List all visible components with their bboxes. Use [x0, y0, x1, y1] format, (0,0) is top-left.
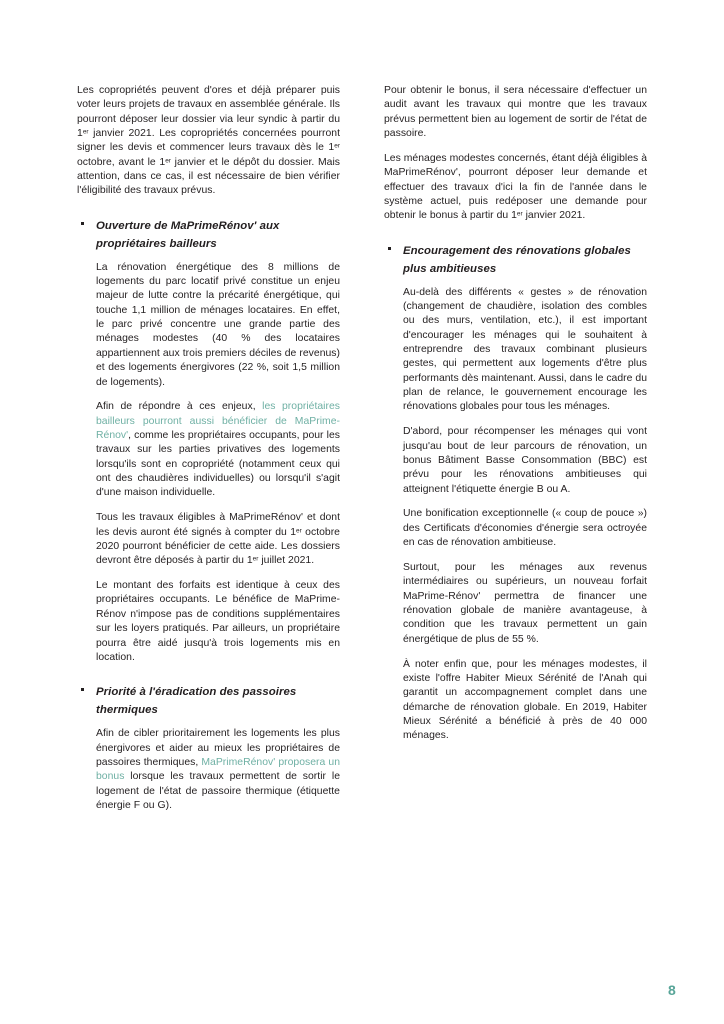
paragraph-habiter-mieux-serenite: À noter enfin que, pour les ménages modestes, il existe l'offre Habiter Mieux Sérénité de l'Anah qui garantit un accompagnement complet dans une démarche de rénovation globale. En 2019, Habiter Mieux Sérénité a bénéficié à près de 40 000 ménages. [403, 658, 647, 742]
section-body-priorite [77, 727, 340, 813]
paragraph-gestes-renovation: Au-delà des différents « gestes » de rénovation (changement de chaudière, isolation des combles ou des murs, ventilation, etc.), il est important d'encourager les ménages qui le souhaitent à entreprendre des travaux combinant plusieurs gestes, qui permettent aux logements d'être plus performants dès maintenant. Aussi, dans le cadre du plan de relance, le gouvernement encourage les rénovations globales pour tous les ménages. [403, 286, 647, 413]
section-body-ouverture [77, 261, 340, 665]
paragraph-bonus-bbc: D'abord, pour récompenser les ménages qui vont jusqu'au bout de leur parcours de rénovation, un bonus Bâtiment Basse Consommation (BBC) est prévu pour les rénovations ambitieuses qui atteignent l'étiquette énergie B ou A. [403, 426, 647, 495]
paragraph-montant-forfaits: Le montant des forfaits est identique à ceux des propriétaires occupants. Le bénéfice de MaPrime-Rénov n'impose pas de conditions supplémentaires sur les loyers pratiqués. Par ailleurs, un propriétaire pourra être aidé jusqu'à trois logements mis en location. [96, 580, 340, 663]
section-heading-encouragement [384, 241, 647, 277]
section-heading-priorite [77, 682, 340, 718]
paragraph-forfait-renovation-globale: Surtout, pour les ménages aux revenus intermédiaires ou supérieurs, un nouveau forfait MaPrime-Rénov' permettra de financer une rénovation globale de manière avantageuse, à condition que les travaux permettent un gain énergétique de plus de 55 %. [403, 561, 647, 645]
section-title-ouverture: Ouverture de MaPrimeRénov' aux propriétaires bailleurs [96, 219, 280, 250]
paragraph-cibler-logements [96, 727, 340, 813]
section-priorite-passoires [77, 682, 340, 813]
section-encouragement-renovations [384, 241, 647, 744]
paragraph-obtenir-bonus: Pour obtenir le bonus, il sera nécessaire d'effectuer un audit avant les travaux qui montre que les travaux prévus permettent bien au logement de sortir de l'état de passoire. [384, 85, 647, 140]
square-bullet-icon [81, 222, 84, 225]
paragraph-lead: Afin de répondre à ces enjeux, [96, 401, 263, 413]
page-number: 8 [668, 982, 676, 998]
paragraph-proprietaires-bailleurs [96, 400, 340, 500]
left-intro-paragraph: Les copropriétés peuvent d'ores et déjà préparer puis voter leurs projets de travaux en assemblée générale. Ils pourront déposer leur dossier via leur syndic à partir du 1er janvier 2021. Les copropriétés concernées pourront signer les devis et commencer leurs travaux dès le 1er octobre, avant le 1er janvier et le dépôt du dossier. Mais attention, dans ce cas, il est nécessaire de bien vérifier l'éligibilité des travaux prévus. [77, 85, 340, 197]
square-bullet-icon [388, 247, 391, 250]
section-ouverture-maprimerenov [77, 216, 340, 665]
two-column-layout [77, 84, 647, 813]
paragraph-travaux-eligibles: Tous les travaux éligibles à MaPrimeRénov' et dont les devis auront été signés à compter du 1er octobre 2020 pourront bénéficier de cette aide. Les dossiers devront être déposés à partir du 1er juillet 2021. [96, 512, 340, 567]
paragraph-tail: , comme les propriétaires occupants, pour les travaux sur les parties privatives des logements lorsqu'ils sont en copropriété (notamment ceux qui ont des chaudières individuelles) ou lorsqu'il s'agit d'une maison individuelle. [96, 430, 340, 499]
right-column [384, 84, 647, 813]
section-heading-ouverture [77, 216, 340, 252]
section-title-encouragement: Encouragement des rénovations globales plus ambitieuses [403, 244, 631, 275]
left-column [77, 84, 340, 813]
section-title-priorite: Priorité à l'éradication des passoires thermiques [96, 686, 297, 717]
paragraph-bonification-cee: Une bonification exceptionnelle (« coup de pouce ») des Certificats d'économies d'énergie sera octroyée en cas de rénovation ambitieuse. [403, 508, 647, 549]
section-body-encouragement [384, 286, 647, 744]
paragraph-tail: lorsque les travaux permettent de sortir le logement de l'état de passoire thermique (étiquette énergie F ou G). [96, 771, 340, 811]
highlighted-phrase-bailleurs: les propriétaires bailleurs pourront aussi bénéficier de MaPrime-Rénov' [96, 401, 340, 442]
paragraph-renovation-energetique: La rénovation énergétique des 8 millions de logements du parc locatif privé constitue un enjeu majeur de lutte contre la précarité énergétique, qui touche 1,1 million de ménages locataires. En effet, le parc privé concentre une grande partie des ménages modestes (40 % des locataires appartiennent aux trois premiers déciles de revenus) et des logements énergivores (22 %, soit 1,5 million de logements). [96, 261, 340, 388]
highlighted-phrase-bonus: MaPrimeRénov' proposera un bonus [96, 756, 340, 783]
paragraph-lead: Afin de cibler prioritairement les logements les plus énergivores et aider au mieux les propriétaires de passoires thermiques, [96, 728, 340, 768]
square-bullet-icon [81, 688, 84, 691]
paragraph-menages-modestes: Les ménages modestes concernés, étant déjà éligibles à MaPrimeRénov', pourront déposer leur demande et effectuer des travaux d'ici la fin de l'année dans le système actuel, puis redéposer une demande pour obtenir le bonus à partir du 1er janvier 2021. [384, 152, 647, 222]
